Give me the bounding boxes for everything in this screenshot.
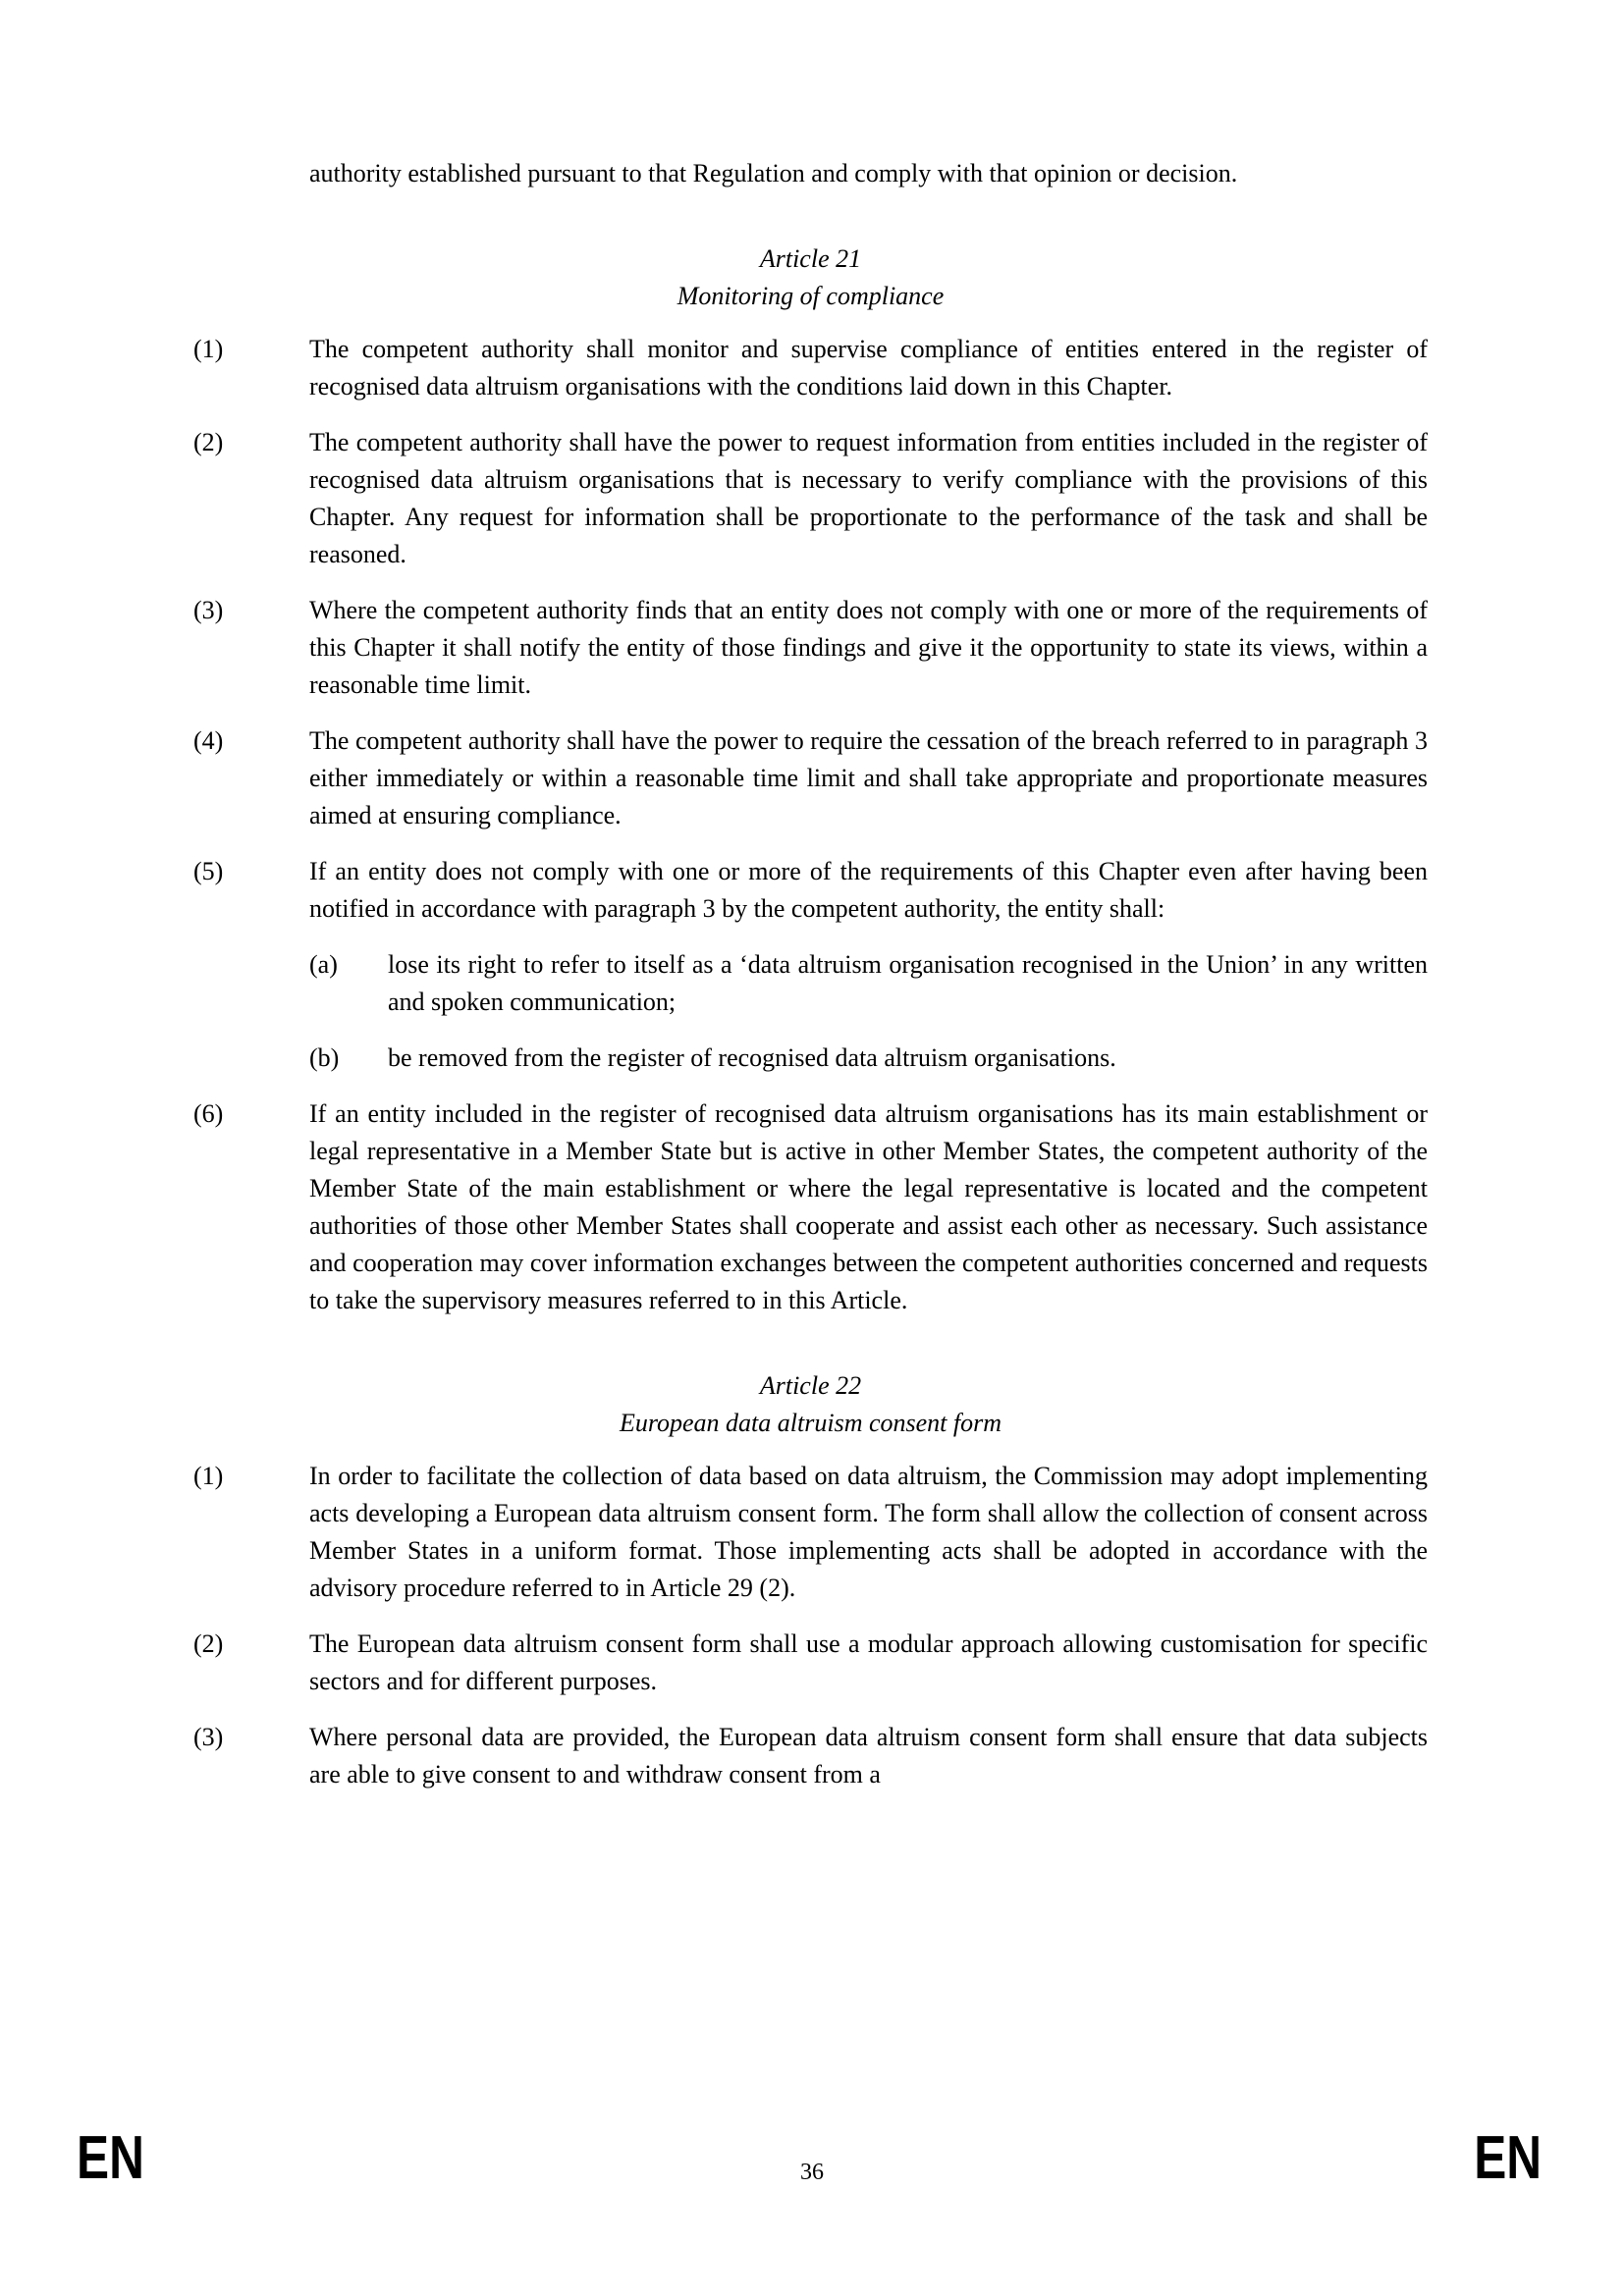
paragraph bbox=[193, 722, 1428, 834]
paragraph-text: The European data altruism consent form shall use a modular approach allowing customisation for specific sectors and for different purposes. bbox=[309, 1629, 1428, 1695]
article-title: Article 22 bbox=[759, 1371, 862, 1400]
subparagraph-letter: (a) bbox=[309, 950, 338, 979]
paragraph-number: (2) bbox=[193, 1629, 224, 1658]
paragraph-number: (1) bbox=[193, 335, 224, 363]
subparagraph-text: be removed from the register of recognised data altruism organisations. bbox=[388, 1043, 1116, 1072]
paragraph-text: Where the competent authority finds that an entity does not comply with one or more of the requirements of this Chapter it shall notify the entity of those findings and give it the opportunity to state its views, within a reasonable time limit. bbox=[309, 596, 1428, 699]
paragraph bbox=[193, 592, 1428, 704]
paragraph-text: Where personal data are provided, the European data altruism consent form shall ensure that data subjects are able to give consent to and withdraw consent from a bbox=[309, 1723, 1428, 1789]
paragraph-number: (6) bbox=[193, 1099, 224, 1128]
article-title: Article 21 bbox=[759, 244, 862, 273]
paragraph-text: If an entity does not comply with one or more of the requirements of this Chapter even after having been notified in accordance with paragraph 3 by the competent authority, the entity shall: bbox=[309, 857, 1428, 923]
paragraph-text: If an entity included in the register of recognised data altruism organisations has its main establishment or legal representative in a Member State but is active in other Member States, the competent authority of the Member State of the main establishment or where the legal representative is located and the competent authorities of those other Member States shall cooperate and assist each other as necessary. Such assistance and cooperation may cover information exchanges between the competent authorities concerned and requests to take the supervisory measures referred to in this Article. bbox=[309, 1099, 1428, 1314]
subparagraph-text: lose its right to refer to itself as a ‘data altruism organisation recognised in the Union’ in any written and spoken communication; bbox=[388, 950, 1428, 1016]
paragraph bbox=[193, 1458, 1428, 1607]
paragraph-number: (5) bbox=[193, 857, 224, 885]
paragraph-number: (3) bbox=[193, 596, 224, 624]
document-content bbox=[193, 155, 1428, 1812]
footer-language-left: EN bbox=[77, 2124, 144, 2192]
article-22-heading bbox=[193, 1367, 1428, 1442]
article-subtitle: Monitoring of compliance bbox=[677, 282, 945, 310]
paragraph bbox=[193, 1719, 1428, 1793]
paragraph-number: (2) bbox=[193, 428, 224, 456]
paragraph-number: (1) bbox=[193, 1462, 224, 1490]
continuation-paragraph: authority established pursuant to that Regulation and comply with that opinion or decision. bbox=[309, 159, 1238, 187]
page-number: 36 bbox=[800, 2160, 824, 2185]
article-21-heading bbox=[193, 240, 1428, 315]
paragraph-number: (4) bbox=[193, 726, 224, 755]
paragraph bbox=[193, 424, 1428, 573]
subparagraph-letter: (b) bbox=[309, 1043, 340, 1072]
subparagraph bbox=[309, 946, 1428, 1021]
paragraph bbox=[193, 331, 1428, 405]
paragraph-text: The competent authority shall monitor and supervise compliance of entities entered in the register of recognised data altruism organisations with the conditions laid down in this Chapter. bbox=[309, 335, 1428, 400]
subparagraph bbox=[309, 1040, 1428, 1077]
paragraph bbox=[193, 1626, 1428, 1700]
paragraph-number: (3) bbox=[193, 1723, 224, 1751]
paragraph-text: The competent authority shall have the power to require the cessation of the breach referred to in paragraph 3 either immediately or within a reasonable time limit and shall take appropriate and proportionate measures aimed at ensuring compliance. bbox=[309, 726, 1428, 829]
footer-language-right: EN bbox=[1474, 2124, 1542, 2192]
paragraph bbox=[193, 853, 1428, 928]
paragraph-text: The competent authority shall have the power to request information from entities included in the register of recognised data altruism organisations that is necessary to verify compliance with the provisions of this Chapter. Any request for information shall be proportionate to the performance of the task and shall be reasoned. bbox=[309, 428, 1428, 568]
article-subtitle: European data altruism consent form bbox=[619, 1409, 1002, 1437]
paragraph bbox=[193, 1095, 1428, 1319]
paragraph-text: In order to facilitate the collection of data based on data altruism, the Commission may adopt implementing acts developing a European data altruism consent form. The form shall allow the collection of consent across Member States in a uniform format. Those implementing acts shall be adopted in accordance with the advisory procedure referred to in Article 29 (2). bbox=[309, 1462, 1428, 1602]
